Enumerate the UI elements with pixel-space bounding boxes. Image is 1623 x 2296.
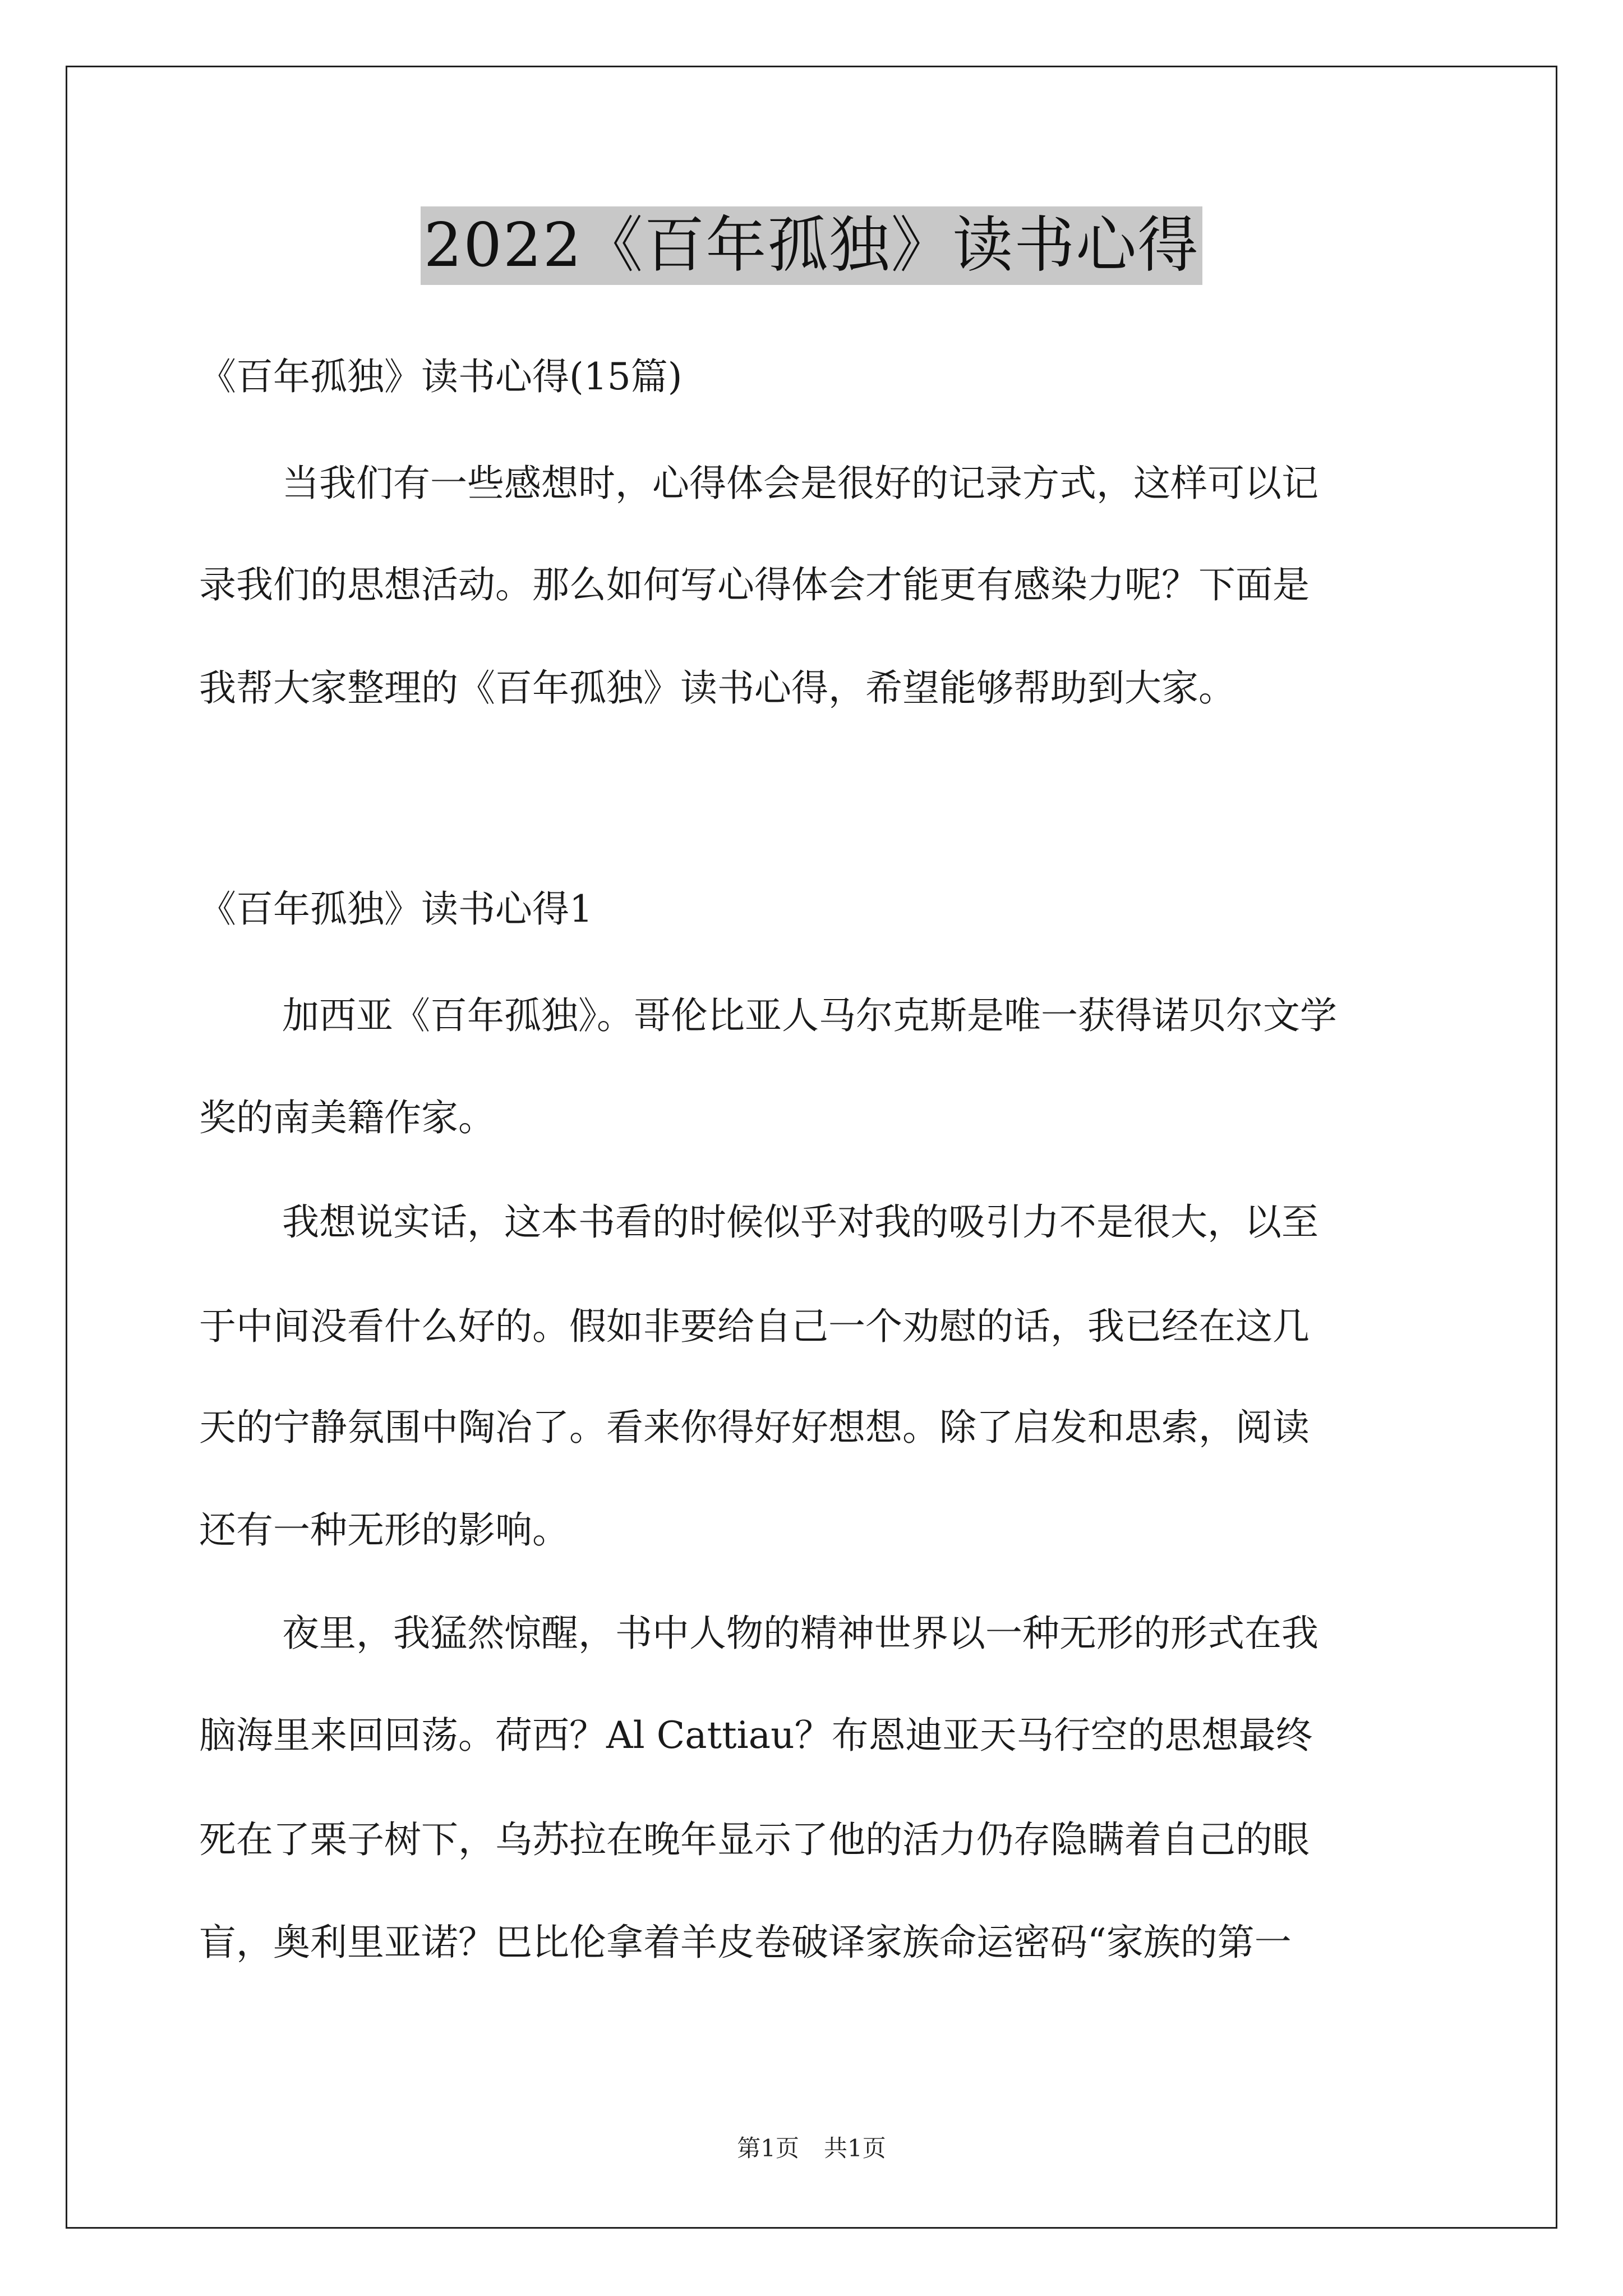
- section-heading: 《百年孤独》读书心得1: [199, 887, 593, 931]
- page-total: 共1页: [824, 2134, 886, 2162]
- intro-line: 当我们有一些感想时，心得体会是很好的记录方式，这样可以记: [282, 462, 1318, 505]
- paragraph-line: 还有一种无形的影响。: [199, 1508, 569, 1552]
- page-number: 第1页: [737, 2134, 799, 2162]
- paragraph-line: 奖的南美籍作家。: [199, 1096, 495, 1139]
- paragraph-line: 死在了栗子树下，乌苏拉在晚年显示了他的活力仍存隐瞒着自己的眼: [199, 1818, 1310, 1861]
- paragraph-line: 盲，奥利里亚诺？巴比伦拿着羊皮卷破译家族命运密码“家族的第一: [199, 1921, 1292, 1964]
- title-container: [0, 206, 1623, 285]
- paragraph-line: 于中间没看什么好的。假如非要给自己一个劝慰的话，我已经在这几: [199, 1305, 1310, 1348]
- page-footer: [0, 2133, 1623, 2164]
- paragraph-line: 加西亚《百年孤独》。哥伦比亚人马尔克斯是唯一获得诺贝尔文学: [282, 994, 1337, 1037]
- document-title: 2022《百年孤独》读书心得: [421, 206, 1203, 285]
- paragraph-line: 脑海里来回回荡。荷西？Al Cattiau？布恩迪亚天马行空的思想最终: [199, 1714, 1313, 1757]
- intro-line: 我帮大家整理的《百年孤独》读书心得，希望能够帮助到大家。: [199, 666, 1235, 710]
- document-subtitle: 《百年孤独》读书心得(15篇): [199, 355, 683, 398]
- intro-line: 录我们的思想活动。那么如何写心得体会才能更有感染力呢？下面是: [199, 563, 1310, 606]
- paragraph-line: 天的宁静氛围中陶冶了。看来你得好好想想。除了启发和思索，阅读: [199, 1406, 1310, 1449]
- paragraph-line: 我想说实话，这本书看的时候似乎对我的吸引力不是很大，以至: [282, 1200, 1318, 1244]
- paragraph-line: 夜里，我猛然惊醒，书中人物的精神世界以一种无形的形式在我: [282, 1612, 1318, 1655]
